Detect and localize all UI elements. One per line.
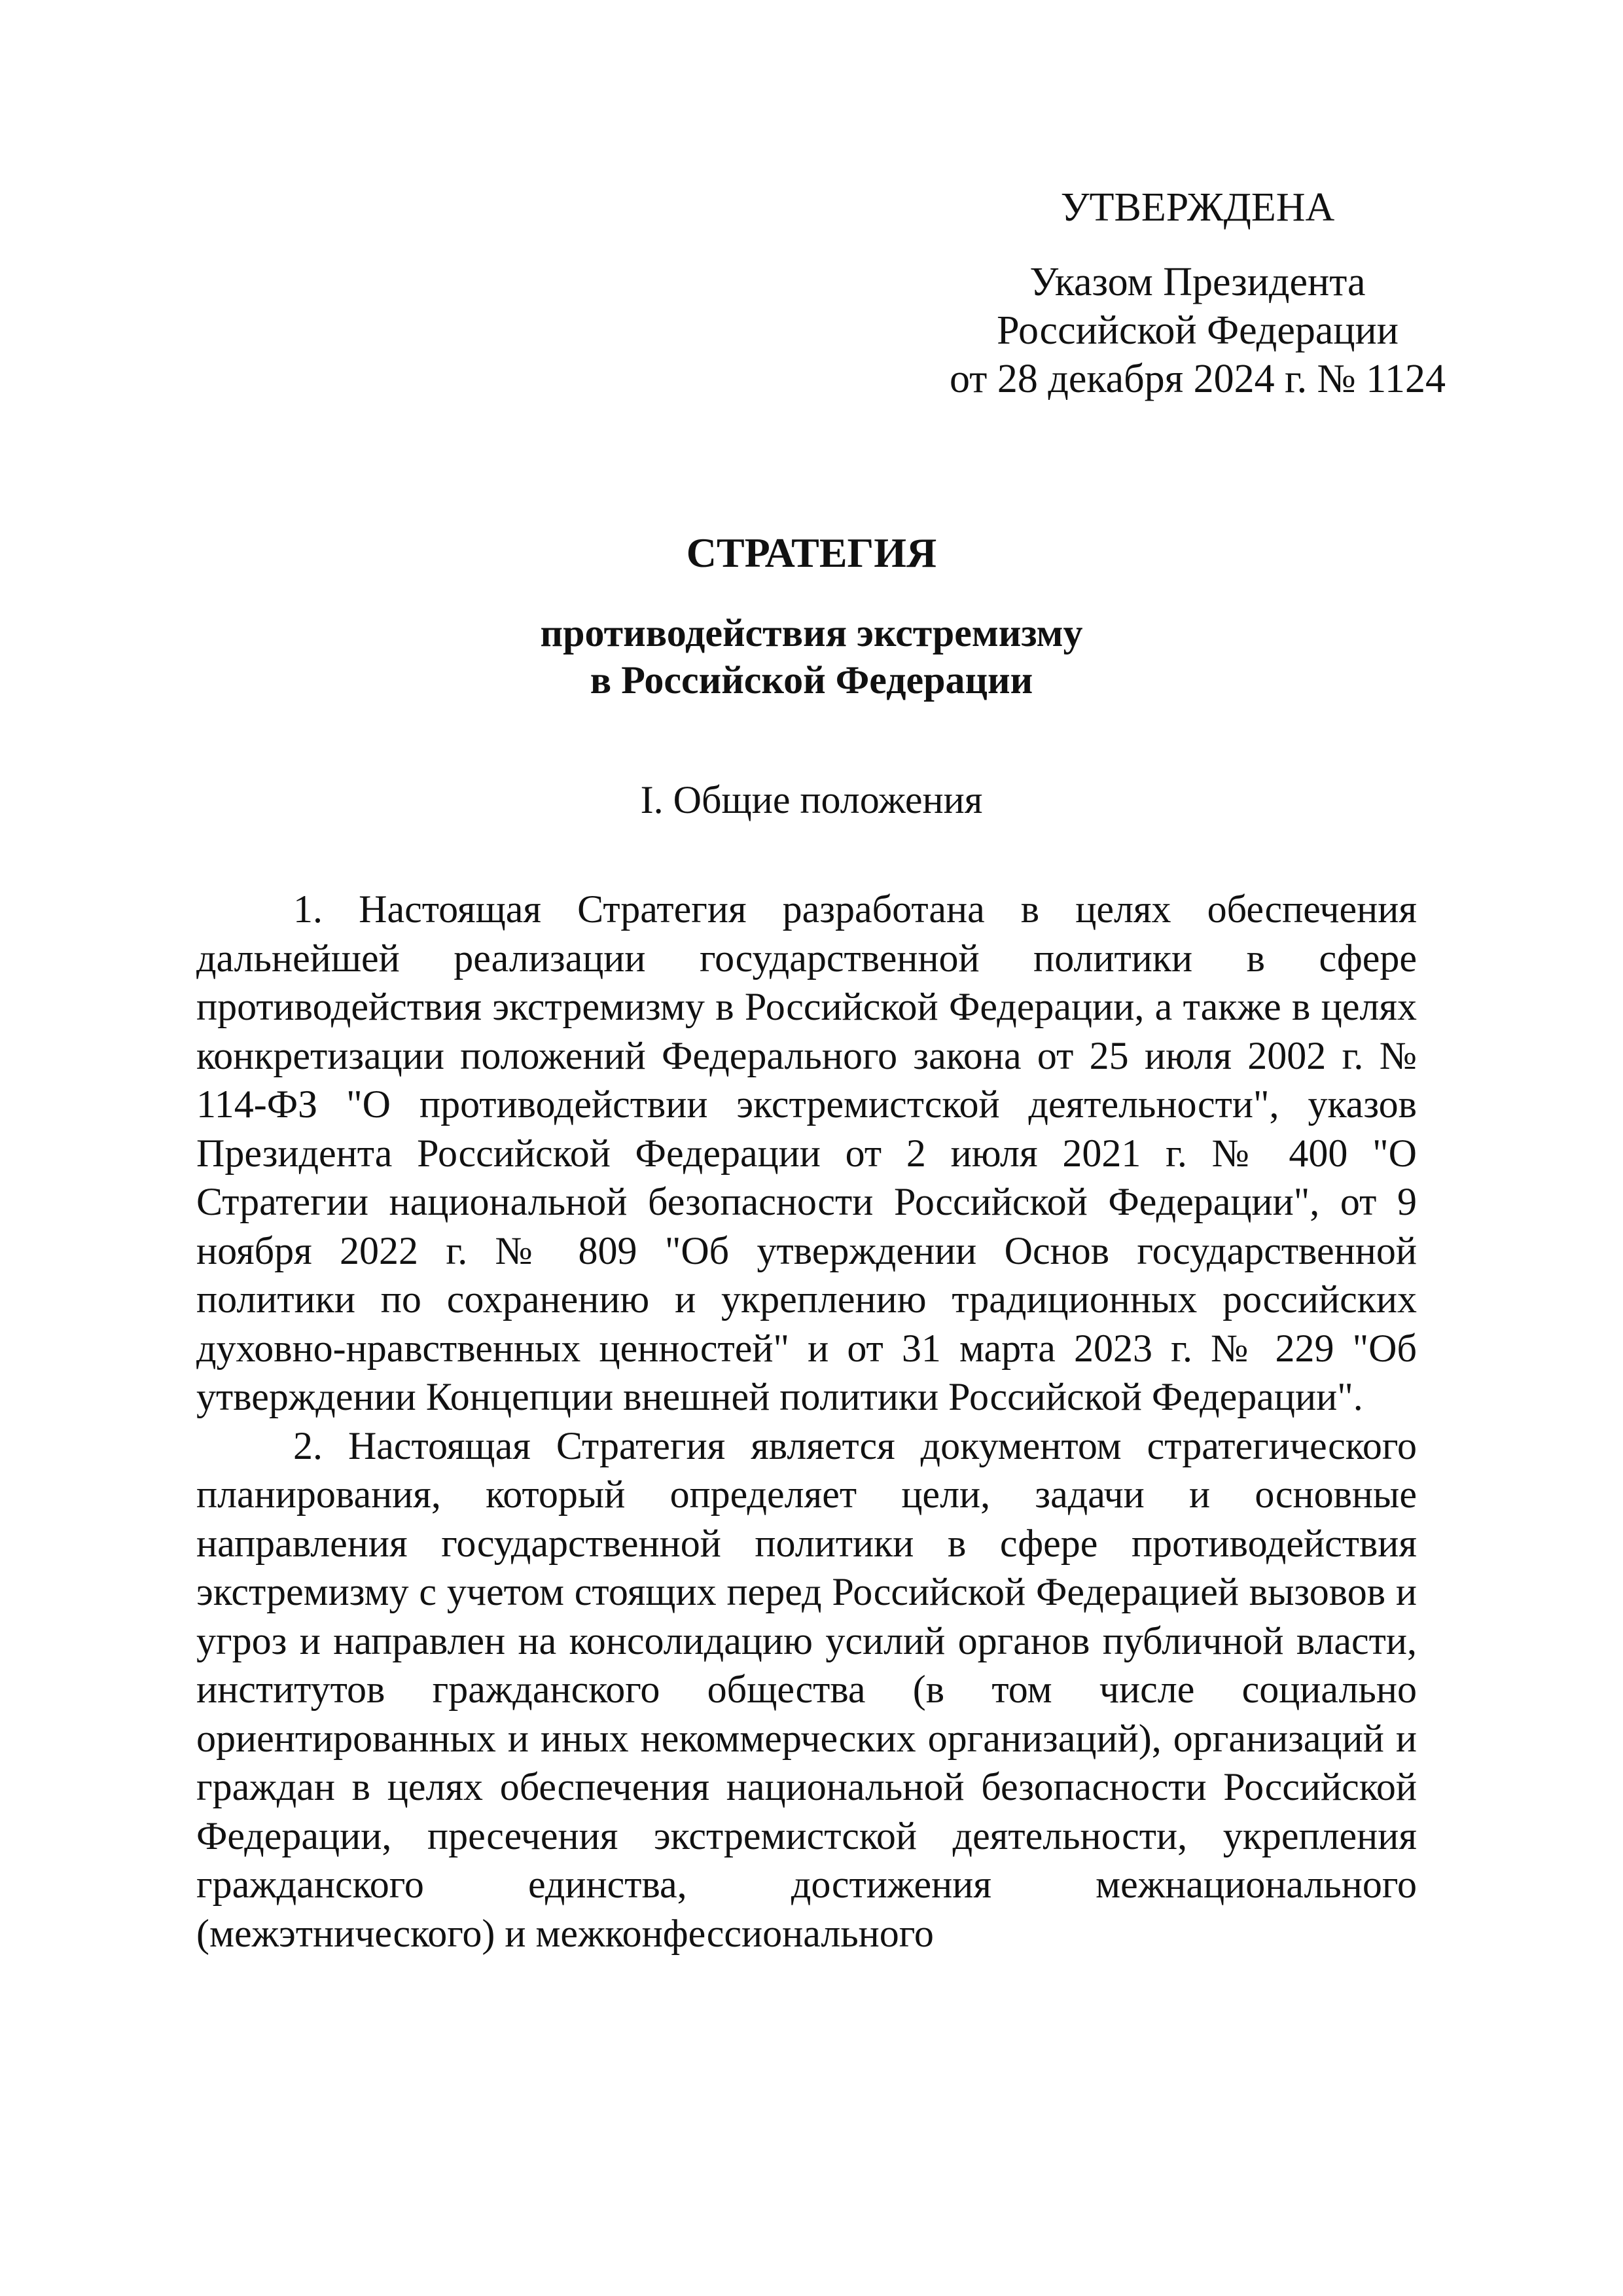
document-title: СТРАТЕГИЯ	[686, 529, 937, 576]
paragraph-1: 1. Настоящая Стратегия разработана в целях обеспечения дальнейшей реализации государственной политики в сфере противодействия экстремизму в Российской Федерации, а также в целях конкретизации положений Федерального закона от 25 июля 2002 г. № 114-ФЗ "О противодействии экстремистской деятельности", указов Президента Российской Федерации от 2 июля 2021 г. № 400 "О Стратегии национальной безопасности Российской Федерации", от 9 ноября 2022 г. № 809 "Об утверждении Основ государственной политики по сохранению и укреплению традиционных российских духовно-нравственных ценностей" и от 31 марта 2023 г. № 229 "Об утверждении Концепции внешней политики Российской Федерации".	[196, 888, 1417, 1418]
approval-stamp-block	[903, 183, 1492, 403]
approval-heading: УТВЕРЖДЕНА	[1060, 185, 1335, 230]
document-title-block	[196, 527, 1427, 704]
document-subtitle	[196, 609, 1427, 704]
document-subtitle-line-2: в Российской Федерации	[590, 658, 1033, 702]
section-heading: I. Общие положения	[640, 778, 983, 821]
approval-line-2: Российской Федерации	[997, 308, 1399, 353]
approval-line-3: от 28 декабря 2024 г. № 1124	[950, 357, 1446, 401]
paragraph-2: 2. Настоящая Стратегия является документом стратегического планирования, который определяет цели, задачи и основные направления государственной политики в сфере противодействия экстремизму с учетом стоящих перед Российской Федерацией вызовов и угроз и направлен на консолидацию усилий органов публичной власти, институтов гражданского общества (в том числе социально ориентированных и иных некоммерческих организаций), организаций и граждан в целях обеспечения национальной безопасности Российской Федерации, пресечения экстремистской деятельности, укрепления гражданского единства, достижения межнационального (межэтнического) и межконфессионального	[196, 1424, 1417, 1955]
approval-line-1: Указом Президента	[1029, 260, 1366, 304]
document-subtitle-line-1: противодействия экстремизму	[540, 611, 1083, 655]
document-body	[196, 885, 1417, 1958]
